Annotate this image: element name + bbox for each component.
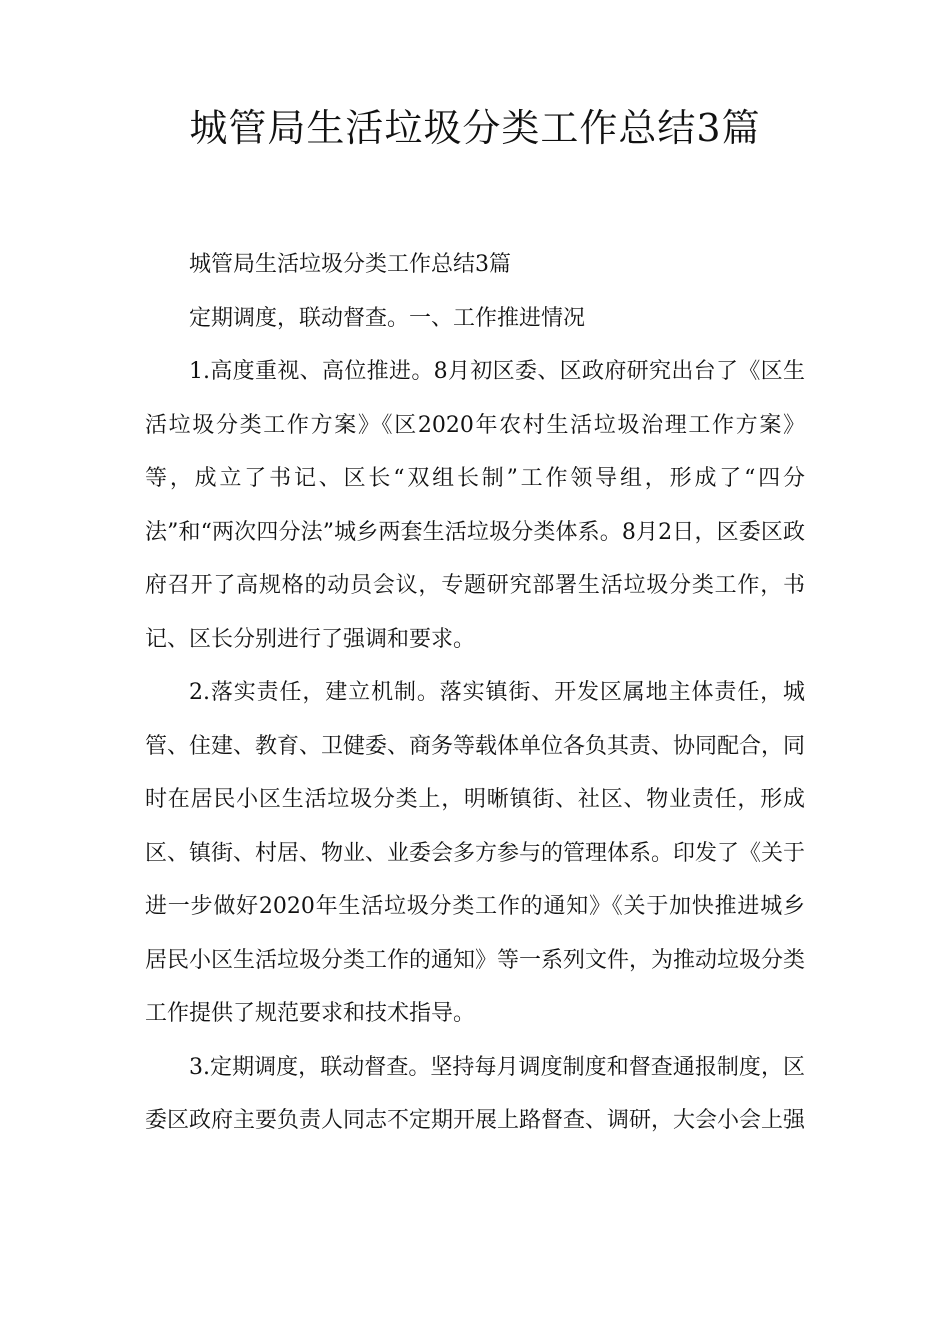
document-body [145,238,805,1148]
paragraph-item-2: 2.落实责任，建立机制。落实镇街、开发区属地主体责任，城管、住建、教育、卫健委、商务等载体单位各负其责、协同配合，同时在居民小区生活垃圾分类上，明晰镇街、社区、物业责任，形成区、镇街、村居、物业、业委会多方参与的管理体系。印发了《关于进一步做好2020年生活垃圾分类工作的通知》《关于加快推进城乡居民小区生活垃圾分类工作的通知》等一系列文件，为推动垃圾分类工作提供了规范要求和技术指导。 [145,680,806,1026]
paragraph-item-3: 3.定期调度，联动督查。坚持每月调度制度和督查通报制度，区委区政府主要负责人同志不定期开展上路督查、调研，大会小会上强 [145,1054,806,1133]
paragraph-intro: 定期调度，联动督查。一、工作推进情况 [189,305,586,331]
paragraph-subtitle: 城管局生活垃圾分类工作总结3篇 [189,252,511,277]
document-title: 城管局生活垃圾分类工作总结3篇 [189,106,761,150]
paragraph-item-1: 1.高度重视、高位推进。8月初区委、区政府研究出台了《区生活垃圾分类工作方案》《区2020年农村生活垃圾治理工作方案》等，成立了书记、区长“双组长制”工作领导组，形成了“四分法”和“两次四分法”城乡两套生活垃圾分类体系。8月2日，区委区政府召开了高规格的动员会议，专题研究部署生活垃圾分类工作，书记、区长分别进行了强调和要求。 [145,359,805,652]
